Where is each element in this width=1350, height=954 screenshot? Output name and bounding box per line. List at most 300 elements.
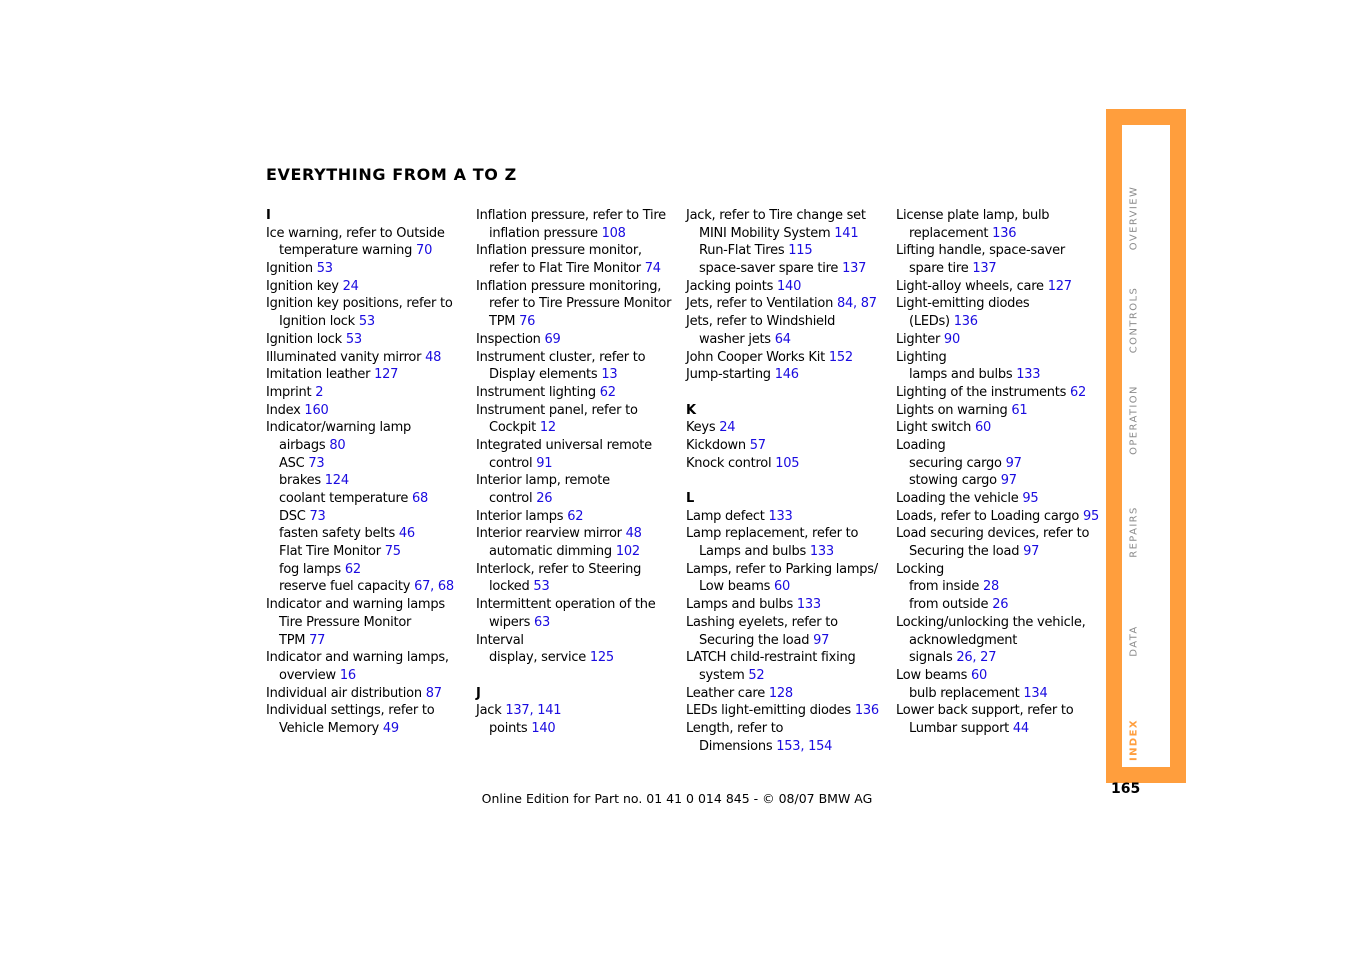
page-link[interactable]: 12 <box>539 420 556 436</box>
entry-text: John Cooper Works Kit <box>686 349 829 365</box>
entry-text: fasten safety belts <box>279 526 399 542</box>
entry-text: Jets, refer to Windshield <box>686 314 836 330</box>
page-link[interactable]: 90 <box>943 331 960 347</box>
page-link[interactable]: 76 <box>519 314 536 330</box>
index-entry <box>266 596 471 614</box>
page-link[interactable]: 154 <box>808 738 833 754</box>
index-entry <box>686 685 891 703</box>
spacer <box>686 384 891 402</box>
index-entry <box>266 419 471 437</box>
index-entry <box>896 419 1101 437</box>
page-link[interactable]: 67 <box>414 579 431 595</box>
index-entry <box>266 614 471 632</box>
index-entry <box>266 295 471 313</box>
index-entry <box>896 720 1101 738</box>
tab-repairs[interactable]: REPAIRS <box>1128 506 1140 558</box>
page-link[interactable]: 105 <box>775 455 800 471</box>
entry-text: Lamp defect <box>686 508 769 524</box>
entry-text: Interval <box>476 632 524 648</box>
index-entry <box>476 508 681 526</box>
entry-text: control <box>489 491 537 506</box>
index-entry <box>896 278 1101 296</box>
page-link[interactable]: 125 <box>589 650 614 666</box>
index-entry <box>476 366 681 384</box>
page-link[interactable]: 137 <box>505 703 530 719</box>
index-entry <box>476 207 681 225</box>
index-entry <box>896 508 1101 526</box>
index-entry <box>266 543 471 561</box>
page-link[interactable]: 74 <box>644 261 661 277</box>
index-entry <box>266 278 471 296</box>
entry-text: from inside <box>909 579 984 595</box>
page-link[interactable]: 134 <box>1023 685 1048 701</box>
entry-text: Loading <box>896 437 946 453</box>
index-entry <box>476 702 681 720</box>
index-entry <box>686 667 891 685</box>
page-link[interactable]: 97 <box>1000 473 1017 489</box>
entry-text: Index <box>266 402 305 418</box>
index-entry <box>686 437 891 455</box>
index-entry <box>476 561 681 579</box>
page-link[interactable]: 137 <box>842 261 867 277</box>
page-link[interactable]: 160 <box>304 402 329 418</box>
page-link[interactable]: 63 <box>534 614 551 630</box>
page-link[interactable]: 97 <box>1023 544 1040 560</box>
page-link[interactable]: 133 <box>1016 367 1041 383</box>
page-link[interactable]: 146 <box>774 367 799 383</box>
index-entry <box>686 525 891 543</box>
index-entry <box>266 561 471 579</box>
page-link[interactable]: 84 <box>836 296 853 312</box>
entry-text: Imitation leather <box>266 367 375 383</box>
index-entry <box>686 543 891 561</box>
entry-text: Intermittent operation of the <box>476 597 656 613</box>
index-entry <box>266 384 471 402</box>
entry-text: Interior lamps <box>476 508 568 524</box>
entry-text: Ignition lock <box>279 314 359 330</box>
entry-text: inflation pressure <box>489 225 602 241</box>
entry-text: Lamp replacement, refer to <box>686 526 859 542</box>
page-link[interactable]: 87 <box>860 296 877 312</box>
tab-index[interactable]: INDEX <box>1128 719 1140 761</box>
index-entry <box>686 366 891 384</box>
entry-text: Jack, refer to Tire change set <box>686 208 866 223</box>
entry-text: Locking/unlocking the vehicle, <box>896 614 1086 630</box>
index-entry <box>896 543 1101 561</box>
page-link[interactable]: 97 <box>813 632 830 648</box>
entry-text: L <box>686 491 695 506</box>
entry-text: space-saver spare tire <box>699 261 843 277</box>
index-entry <box>266 525 471 543</box>
page-link[interactable]: 68 <box>411 491 428 506</box>
entry-text: Jets, refer to Ventilation <box>686 296 837 312</box>
page-link[interactable]: 53 <box>345 331 362 347</box>
entry-text: Integrated universal remote <box>476 437 652 453</box>
index-entry <box>896 578 1101 596</box>
index-entry <box>686 632 891 650</box>
index-letter-heading <box>476 685 681 703</box>
entry-text: Individual air distribution <box>266 685 426 701</box>
page-link[interactable]: 2 <box>315 384 324 400</box>
index-column-4 <box>896 207 1101 738</box>
page-link[interactable]: 136 <box>992 225 1017 241</box>
entry-text: Instrument lighting <box>476 384 600 400</box>
spacer <box>476 667 681 685</box>
index-entry <box>476 649 681 667</box>
entry-text: Inflation pressure monitor, <box>476 243 642 259</box>
page-link[interactable]: 133 <box>796 597 821 613</box>
page-link[interactable]: 53 <box>533 579 550 595</box>
index-entry <box>686 738 891 756</box>
index-entry <box>476 295 681 313</box>
page-link[interactable]: 102 <box>615 544 640 560</box>
index-column-1 <box>266 207 471 738</box>
entry-text: Indicator/warning lamp <box>266 420 412 436</box>
entry-text: airbags <box>279 437 330 453</box>
entry-text: acknowledgment <box>909 632 1018 648</box>
index-entry <box>896 649 1101 667</box>
entry-text: Inspection <box>476 331 545 347</box>
separator: , <box>800 738 809 754</box>
index-entry <box>896 490 1101 508</box>
page-link[interactable]: 16 <box>339 667 356 683</box>
entry-text: J <box>476 685 481 701</box>
entry-text: Lamps and bulbs <box>686 597 797 613</box>
entry-text: replacement <box>909 225 993 241</box>
page-link[interactable]: 115 <box>788 243 813 259</box>
index-entry <box>896 437 1101 455</box>
page-link[interactable]: 68 <box>437 579 454 595</box>
entry-text: refer to Flat Tire Monitor <box>489 261 645 277</box>
index-entry <box>896 260 1101 278</box>
index-entry <box>686 225 891 243</box>
page-link[interactable]: 77 <box>309 632 326 648</box>
index-entry <box>896 596 1101 614</box>
footer-text: Online Edition for Part no. 01 41 0 014 845 - © 08/07 BMW AG <box>481 791 873 806</box>
entry-text: Vehicle Memory <box>279 720 383 736</box>
page-link[interactable]: 52 <box>748 667 765 683</box>
page-link[interactable]: 64 <box>774 331 791 347</box>
page-link[interactable]: 13 <box>601 367 618 383</box>
tab-overview[interactable]: OVERVIEW <box>1128 185 1140 251</box>
index-entry <box>266 402 471 420</box>
page-link[interactable]: 60 <box>774 579 791 595</box>
entry-text: fog lamps <box>279 561 345 577</box>
entry-text: License plate lamp, bulb <box>896 208 1050 223</box>
page-number: 165 <box>1111 781 1141 797</box>
page-link[interactable]: 127 <box>1047 278 1072 294</box>
page-link[interactable]: 60 <box>974 420 992 436</box>
page-link[interactable]: 70 <box>416 243 433 259</box>
index-entry <box>686 260 891 278</box>
entry-text: Interior lamp, remote <box>476 473 610 489</box>
entry-text: Lumbar support <box>909 720 1013 736</box>
entry-text: Locking <box>896 561 944 577</box>
index-letter-heading <box>266 207 471 225</box>
page-link[interactable]: 137 <box>972 261 997 277</box>
tab-data[interactable]: DATA <box>1128 625 1140 657</box>
index-entry <box>896 366 1101 384</box>
page-link[interactable]: 153 <box>776 738 801 754</box>
index-letter-heading <box>686 402 891 420</box>
page-link[interactable]: 62 <box>567 508 584 524</box>
page-link[interactable]: 48 <box>425 349 442 365</box>
entry-text: Individual settings, refer to <box>266 703 435 719</box>
entry-text: washer jets <box>699 331 775 347</box>
index-entry <box>266 242 471 260</box>
index-entry <box>476 543 681 561</box>
index-entry <box>476 349 681 367</box>
entry-text: system <box>699 667 749 683</box>
entry-text: Low beams <box>699 579 775 595</box>
page-link[interactable]: 49 <box>382 720 399 736</box>
index-entry <box>896 402 1101 420</box>
page-link[interactable]: 140 <box>531 720 556 736</box>
page-link[interactable]: 87 <box>425 685 442 701</box>
index-column-3 <box>686 207 891 755</box>
index-entry <box>686 614 891 632</box>
page-link[interactable]: 26 <box>536 491 553 506</box>
page-link[interactable]: 62 <box>1070 384 1087 400</box>
index-entry <box>266 649 471 667</box>
entry-text: Leather care <box>686 685 769 701</box>
page-link[interactable]: 73 <box>309 508 326 524</box>
entry-text: Inflation pressure, refer to Tire <box>476 208 666 223</box>
page-link[interactable]: 136 <box>854 703 879 719</box>
entry-text: Run-Flat Tires <box>699 243 789 259</box>
page-link[interactable]: 60 <box>971 667 988 683</box>
entry-text: temperature warning <box>279 243 417 259</box>
page-link[interactable]: 152 <box>828 349 853 365</box>
index-entry <box>686 561 891 579</box>
entry-text: Indicator and warning lamps <box>266 597 445 613</box>
index-entry <box>686 455 891 473</box>
entry-text: refer to Tire Pressure Monitor <box>489 296 672 312</box>
index-entry <box>266 313 471 331</box>
entry-text: Lighter <box>896 331 944 347</box>
entry-text: I <box>266 208 271 223</box>
index-entry <box>476 472 681 490</box>
index-entry <box>266 632 471 650</box>
index-entry <box>476 402 681 420</box>
page-link[interactable]: 140 <box>777 278 802 294</box>
entry-text: Lifting handle, space-saver <box>896 243 1065 259</box>
page-link[interactable]: 136 <box>953 314 978 330</box>
index-entry <box>896 349 1101 367</box>
entry-text: TPM <box>279 632 310 648</box>
page-link[interactable]: 95 <box>1022 491 1039 506</box>
index-entry <box>686 508 891 526</box>
spacer <box>686 472 891 490</box>
page-link[interactable]: 24 <box>719 420 736 436</box>
entry-text: Indicator and warning lamps, <box>266 650 449 666</box>
separator: , <box>853 296 861 312</box>
page-link[interactable]: 80 <box>329 437 346 453</box>
entry-text: Jump-starting <box>686 367 775 383</box>
entry-text: control <box>489 455 537 471</box>
entry-text: bulb replacement <box>909 685 1024 701</box>
index-entry <box>476 260 681 278</box>
index-entry <box>686 207 891 225</box>
entry-text: locked <box>489 579 534 595</box>
index-entry <box>476 225 681 243</box>
index-entry <box>896 632 1101 650</box>
separator: , <box>972 650 981 666</box>
page-link[interactable]: 91 <box>536 455 553 471</box>
entry-text: Lamps and bulbs <box>699 544 810 560</box>
index-entry <box>476 632 681 650</box>
index-entry <box>266 720 471 738</box>
page-link[interactable]: 75 <box>384 544 401 560</box>
index-entry <box>266 260 471 278</box>
index-entry <box>266 225 471 243</box>
page-link[interactable]: 69 <box>544 331 561 347</box>
entry-text: Ignition lock <box>266 331 346 347</box>
index-entry <box>686 313 891 331</box>
index-entry <box>266 508 471 526</box>
entry-text: (LEDs) <box>909 314 954 330</box>
page-link[interactable]: 97 <box>1005 455 1022 471</box>
index-entry <box>896 295 1101 313</box>
entry-text: Interlock, refer to Steering <box>476 561 642 577</box>
entry-text: Securing the load <box>909 544 1024 560</box>
index-entry <box>896 472 1101 490</box>
entry-text: Lamps, refer to Parking lamps/ <box>686 561 878 577</box>
entry-text: K <box>686 402 696 418</box>
index-entry <box>476 720 681 738</box>
entry-text: Loads, refer to Loading cargo <box>896 508 1084 524</box>
entry-text: Load securing devices, refer to <box>896 526 1090 542</box>
index-entry <box>686 578 891 596</box>
entry-text: Low beams <box>896 667 972 683</box>
entry-text: signals <box>909 650 957 666</box>
page-link[interactable]: 133 <box>809 544 834 560</box>
entry-text: DSC <box>279 508 310 524</box>
page-link[interactable]: 124 <box>324 473 349 489</box>
page-link[interactable]: 27 <box>980 650 997 666</box>
page-link[interactable]: 141 <box>834 225 859 241</box>
entry-text: wipers <box>489 614 534 630</box>
index-entry <box>896 525 1101 543</box>
entry-text: Lower back support, refer to <box>896 703 1074 719</box>
page-link[interactable]: 62 <box>344 561 361 577</box>
index-entry <box>476 455 681 473</box>
index-entry <box>266 349 471 367</box>
index-entry <box>266 702 471 720</box>
entry-text: Loading the vehicle <box>896 491 1023 506</box>
index-entry <box>266 366 471 384</box>
index-entry <box>896 702 1101 720</box>
index-entry <box>896 455 1101 473</box>
page-link[interactable]: 44 <box>1012 720 1029 736</box>
entry-text: Ice warning, refer to Outside <box>266 225 445 241</box>
page-link[interactable]: 108 <box>601 225 626 241</box>
index-entry <box>896 685 1101 703</box>
page-title: EVERYTHING FROM A TO Z <box>266 165 517 184</box>
page-link[interactable]: 133 <box>768 508 793 524</box>
index-entry <box>896 331 1101 349</box>
index-entry <box>266 578 471 596</box>
index-entry <box>686 349 891 367</box>
entry-text: Ignition key <box>266 278 343 294</box>
index-letter-heading <box>686 490 891 508</box>
entry-text: brakes <box>279 473 325 489</box>
index-entry <box>686 419 891 437</box>
index-entry <box>686 331 891 349</box>
entry-text: Securing the load <box>699 632 814 648</box>
page-link[interactable]: 53 <box>358 314 375 330</box>
entry-text: from outside <box>909 597 993 613</box>
entry-text: Jacking points <box>686 278 778 294</box>
entry-text: points <box>489 720 532 736</box>
entry-text: Lighting <box>896 349 947 365</box>
entry-text: Light switch <box>896 420 975 436</box>
index-column-2 <box>476 207 681 738</box>
index-entry <box>686 242 891 260</box>
index-entry <box>476 437 681 455</box>
index-entry <box>476 490 681 508</box>
index-entry <box>266 437 471 455</box>
entry-text: Length, refer to <box>686 720 784 736</box>
index-entry <box>266 331 471 349</box>
entry-text: Light-alloy wheels, care <box>896 278 1048 294</box>
index-entry <box>896 614 1101 632</box>
page-link[interactable]: 73 <box>308 455 325 471</box>
page-link[interactable]: 128 <box>768 685 793 701</box>
tab-controls[interactable]: CONTROLS <box>1128 286 1140 354</box>
tab-operation[interactable]: OPERATION <box>1128 385 1140 455</box>
entry-text: display, service <box>489 650 590 666</box>
page-link[interactable]: 26 <box>956 650 973 666</box>
entry-text: Jack <box>476 703 506 719</box>
entry-text: Inflation pressure monitoring, <box>476 278 662 294</box>
index-entry <box>476 384 681 402</box>
index-entry <box>896 384 1101 402</box>
page-link[interactable]: 46 <box>398 526 415 542</box>
entry-text: TPM <box>489 314 520 330</box>
page-link[interactable]: 141 <box>537 703 562 719</box>
index-entry <box>476 525 681 543</box>
entry-text: stowing cargo <box>909 473 1001 489</box>
index-entry <box>476 578 681 596</box>
index-entry <box>266 667 471 685</box>
page-link[interactable]: 95 <box>1083 508 1100 524</box>
index-entry <box>476 278 681 296</box>
entry-text: ASC <box>279 455 309 471</box>
entry-text: overview <box>279 667 340 683</box>
page-link[interactable]: 26 <box>992 597 1009 613</box>
index-entry <box>896 561 1101 579</box>
entry-text: Imprint <box>266 384 316 400</box>
separator: , <box>529 703 538 719</box>
entry-text: Kickdown <box>686 437 750 453</box>
entry-text: Illuminated vanity mirror <box>266 349 426 365</box>
page-link[interactable]: 61 <box>1011 402 1028 418</box>
entry-text: spare tire <box>909 261 973 277</box>
page-link[interactable]: 24 <box>342 278 359 294</box>
page-link[interactable]: 62 <box>599 384 616 400</box>
index-entry <box>476 419 681 437</box>
index-entry <box>896 313 1101 331</box>
index-entry <box>686 295 891 313</box>
page-link[interactable]: 48 <box>625 526 642 542</box>
index-entry <box>896 207 1101 225</box>
page-link[interactable]: 57 <box>749 437 766 453</box>
page-link[interactable]: 127 <box>374 367 399 383</box>
page-link[interactable]: 28 <box>983 579 1000 595</box>
page-link[interactable]: 53 <box>316 261 333 277</box>
separator: , <box>430 579 438 595</box>
